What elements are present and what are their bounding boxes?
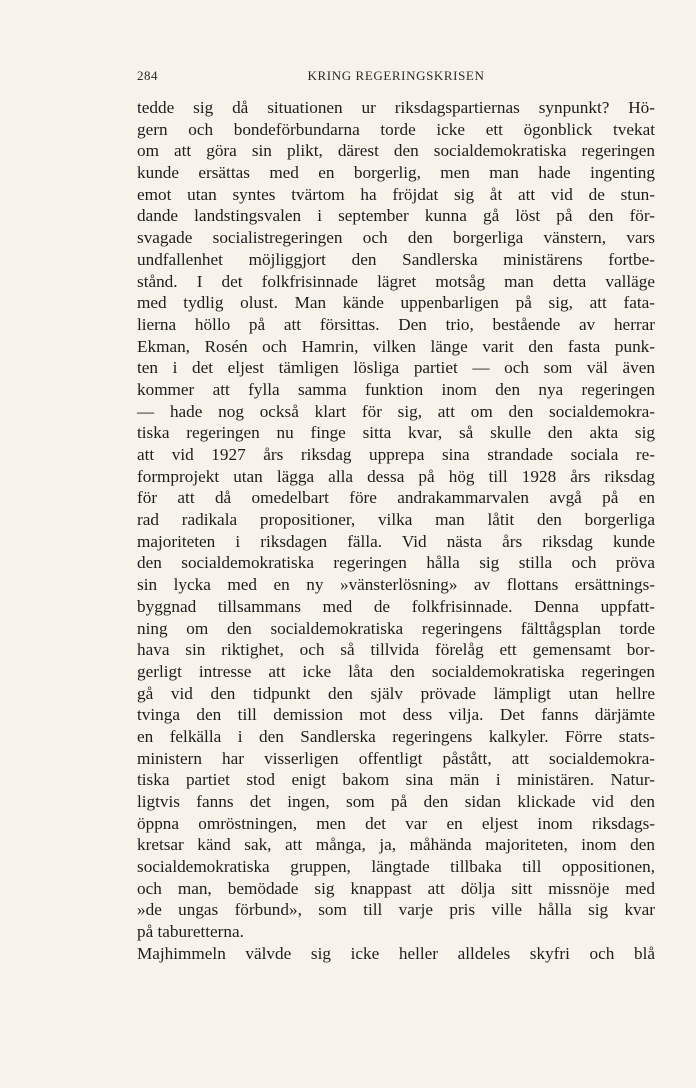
text-line: »de ungas förbund», som till varje pris ville hålla sig kvar [137, 900, 655, 920]
text-line: öppna omröstningen, men det var en eljest inom riksdags- [137, 813, 655, 833]
text-line: tedde sig då situationen ur riksdagspartiernas synpunkt? Hö- [137, 98, 655, 117]
text-line: tiska regeringen nu finge sitta kvar, så skulle den akta sig [137, 423, 655, 443]
text-line: på taburetterna. [137, 922, 244, 942]
text-line: den socialdemokratiska regeringen hålla sig stilla och pröva [137, 553, 655, 573]
text-line: och man, bemödade sig knappast att dölja sitt missnöje med [137, 878, 655, 898]
paragraph-1 [137, 97, 655, 943]
text-line: socialdemokratiska gruppen, längtade tillbaka till oppositionen, [137, 857, 655, 877]
text-line: emot utan syntes tvärtom ha fröjdat sig åt att vid de stun- [137, 184, 655, 204]
text-line: byggnad tillsammans med de folkfrisinnade. Denna uppfatt- [137, 596, 655, 616]
text-line: en felkälla i den Sandlerska regeringens kalkyler. Förre stats- [137, 726, 655, 746]
page-header [137, 68, 655, 88]
text-line: kunde ersättas med en borgerlig, men man hade ingenting [137, 163, 655, 183]
text-line: majoriteten i riksdagen fälla. Vid nästa års riksdag kunde [137, 531, 655, 551]
text-line: hava sin riktighet, och så tillvida förelåg ett gemensamt bor- [137, 640, 655, 660]
text-line: ligtvis fanns det ingen, som på den sidan klickade vid den [137, 792, 655, 811]
text-line: svagade socialistregeringen och den borgerliga vänstern, vars [137, 228, 655, 248]
text-line: gern och bondeförbundarna torde icke ett ögonblick tvekat [137, 119, 655, 139]
text-line: kommer att fylla samma funktion inom den nya regeringen [137, 379, 655, 399]
text-line: stånd. I det folkfrisinnade lägret motsåg man detta valläge [137, 271, 655, 291]
text-line: ministern har visserligen offentligt påstått, att socialdemokra- [137, 748, 655, 768]
text-line: om att göra sin plikt, därest den socialdemokratiska regeringen [137, 141, 655, 161]
text-line: Majhimmeln välvde sig icke heller alldeles skyfri och blå [137, 943, 655, 963]
text-line: undfallenhet möjliggjort den Sandlerska ministärens fortbe- [137, 249, 655, 269]
text-line: ten i det eljest tämligen lösliga partiet — och som väl även [137, 358, 655, 378]
text-line: dande landstingsvalen i september kunna gå löst på den för- [137, 206, 655, 226]
text-line: kretsar känd sak, att många, ja, måhända majoriteten, inom den [137, 835, 655, 855]
text-line: Ekman, Rosén och Hamrin, vilken länge varit den fasta punk- [137, 336, 655, 356]
text-line: att vid 1927 års riksdag upprepa sina strandade sociala re- [137, 445, 655, 464]
text-line: rad radikala propositioner, vilka man låtit den borgerliga [137, 510, 655, 530]
text-line: gå vid den tidpunkt den själv prövade lämpligt utan hellre [137, 683, 655, 703]
page-number: 284 [137, 68, 158, 83]
text-line: gerligt intresse att icke låta den socialdemokratiska regeringen [137, 661, 655, 681]
text-line: ning om den socialdemokratiska regeringens fälttågsplan torde [137, 618, 655, 638]
running-head: KRING REGERINGSKRISEN [307, 68, 485, 83]
paragraph-2 [137, 943, 655, 965]
text-line: med tydlig olust. Man kände uppenbarligen på sig, att fata- [137, 293, 655, 313]
text-line: tvinga den till demission mot dess vilja. Det fanns därjämte [137, 705, 655, 725]
text-line: formprojekt utan lägga alla dessa på hög till 1928 års riksdag [137, 466, 655, 486]
text-line: tiska partiet stod enigt bakom sina män i ministären. Natur- [137, 770, 655, 790]
text-line: för att då omedelbart före andrakammarvalen avgå på en [137, 488, 655, 508]
text-line: lierna höllo på att försittas. Den trio, bestående av herrar [137, 314, 655, 334]
text-line: sin lycka med en ny »vänsterlösning» av flottans ersättnings- [137, 575, 655, 595]
body-text [137, 97, 655, 965]
text-line: — hade nog också klart för sig, att om den socialdemokra- [137, 401, 655, 421]
